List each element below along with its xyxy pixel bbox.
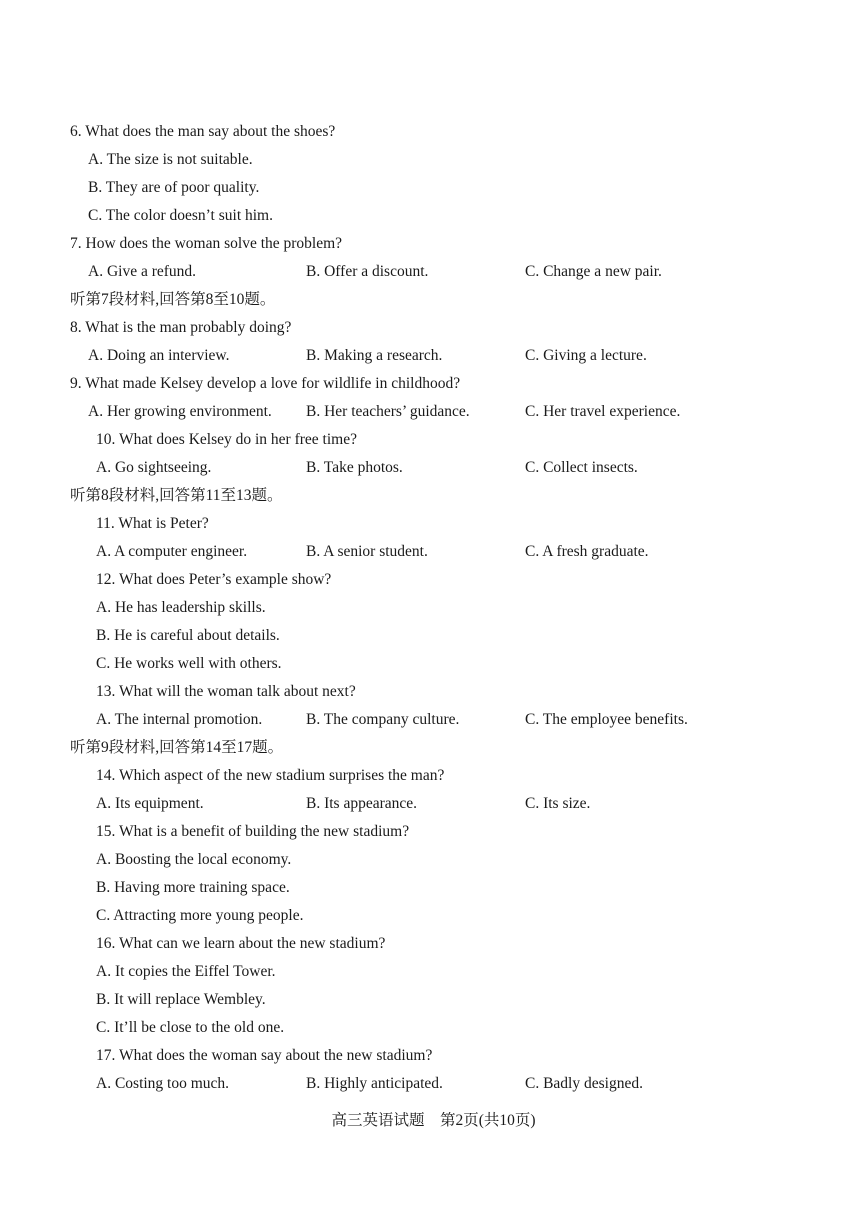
question-stem: 15. What is a benefit of building the new stadium? [96,823,410,840]
answer-option: A. The internal promotion. [96,711,263,728]
answer-option: C. Attracting more young people. [96,907,304,924]
answer-option: C. It’ll be close to the old one. [96,1019,285,1036]
answer-option: B. Its appearance. [306,795,418,812]
answer-option: A. Her growing environment. [88,403,272,420]
answer-option: A. The size is not suitable. [88,151,253,168]
answer-option: C. The color doesn’t suit him. [88,207,273,224]
question-stem: 13. What will the woman talk about next? [96,683,356,700]
answer-options-row [0,706,867,734]
question-stem: 8. What is the man probably doing? [70,319,292,336]
answer-option: C. Collect insects. [525,459,638,476]
answer-options-row [0,790,867,818]
page-footer: 高三英语试题 第2页(共10页) [331,1112,536,1129]
answer-options-row [0,454,867,482]
question-stem: 9. What made Kelsey develop a love for wildlife in childhood? [70,375,461,392]
answer-option: B. Her teachers’ guidance. [306,403,470,420]
answer-option: C. Her travel experience. [525,403,681,420]
question-stem: 7. How does the woman solve the problem? [70,235,343,252]
answer-option: A. Go sightseeing. [96,459,212,476]
answer-option: C. Giving a lecture. [525,347,647,364]
answer-options-row [0,398,867,426]
answer-option: A. Give a refund. [88,263,197,280]
answer-option: C. Its size. [525,795,591,812]
question-stem: 10. What does Kelsey do in her free time? [96,431,357,448]
question-stem: 12. What does Peter’s example show? [96,571,332,588]
answer-option: B. He is careful about details. [96,627,280,644]
answer-option: B. Offer a discount. [306,263,429,280]
answer-option: A. He has leadership skills. [96,599,266,616]
answer-option: B. Highly anticipated. [306,1075,443,1092]
question-stem: 6. What does the man say about the shoes? [70,123,336,140]
answer-option: C. Badly designed. [525,1075,643,1092]
answer-option: B. Having more training space. [96,879,290,896]
answer-option: B. It will replace Wembley. [96,991,266,1008]
answer-option: A. It copies the Eiffel Tower. [96,963,276,980]
answer-option: A. Boosting the local economy. [96,851,292,868]
answer-option: B. A senior student. [306,543,428,560]
answer-option: A. A computer engineer. [96,543,248,560]
answer-option: C. Change a new pair. [525,263,662,280]
answer-option: B. Take photos. [306,459,403,476]
answer-option: A. Its equipment. [96,795,204,812]
answer-option: B. They are of poor quality. [88,179,260,196]
question-stem: 14. Which aspect of the new stadium surprises the man? [96,767,445,784]
answer-options-row [0,258,867,286]
question-stem: 16. What can we learn about the new stadium? [96,935,386,952]
question-stem: 17. What does the woman say about the new stadium? [96,1047,433,1064]
answer-option: C. The employee benefits. [525,711,688,728]
answer-option: A. Doing an interview. [88,347,230,364]
exam-content [0,118,867,1098]
section-instruction: 听第7段材料,回答第8至10题。 [70,291,276,308]
answer-option: C. A fresh graduate. [525,543,649,560]
answer-options-row [0,342,867,370]
answer-option: B. Making a research. [306,347,443,364]
answer-option: A. Costing too much. [96,1075,230,1092]
section-instruction: 听第9段材料,回答第14至17题。 [70,739,284,756]
answer-options-row [0,538,867,566]
answer-option: C. He works well with others. [96,655,282,672]
answer-option: B. The company culture. [306,711,460,728]
question-stem: 11. What is Peter? [96,515,209,532]
answer-options-row [0,1070,867,1098]
section-instruction: 听第8段材料,回答第11至13题。 [70,487,283,504]
